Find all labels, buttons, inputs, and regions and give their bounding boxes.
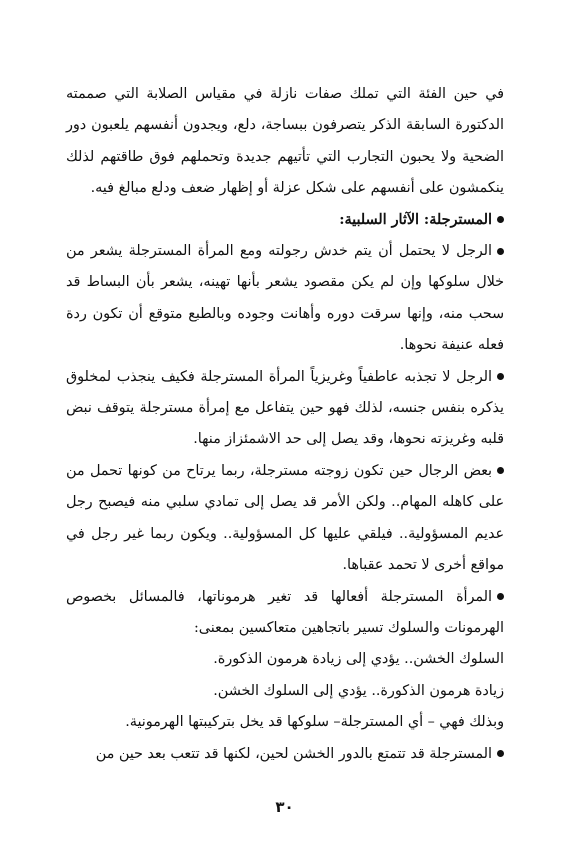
bullet-icon (497, 750, 504, 757)
paragraph-line-hormone: زيادة هرمون الذكورة.. يؤدي إلى السلوك الخشن. (213, 682, 504, 699)
paragraph-bullet-4-text: المرأة المسترجلة أفعالها قد تغير هرموناتها، فالمسائل بخصوص الهرمونات والسلوك تسير باتجاهين متعاكسين بمعنى: (66, 588, 504, 636)
paragraph-bullet-1-text: الرجل لا يحتمل أن يتم خدش رجولته ومع المرأة المسترجلة يشعر من خلال سلوكها وإن لم يكن مقصود يشعر بأنها تهينه، يشعر بأن البساط قد سحب منه، وإنها سرقت دوره وأهانت وجوده وبالطبع متوقع أن تكون ردة فعله عنيفة نحوها. (66, 243, 504, 354)
paragraph-bullet-2-text: الرجل لا تجذبه عاطفياً وغريزياً المرأة المسترجلة فكيف ينجذب لمخلوق يذكره بنفس جنسه، لذلك فهو حين يتفاعل مع إمرأة مسترجلة يتوقف نبض قلبه وغريزته نحوها، وقد يصل إلى حد الاشمئزاز منها. (66, 368, 504, 448)
paragraph-bullet-5 (66, 739, 504, 770)
paragraph-bullet-4 (66, 582, 504, 645)
paragraph-bullet-3-text: بعض الرجال حين تكون زوجته مسترجلة، ربما يرتاح من كونها تحمل من على كاهله المهام.. ولكن الأمر قد يصل إلى تمادي سلبي منه فيصبح رجل عديم المسؤولية.. فيلقي عليها كل المسؤولية.. ويكون ربما غير رجل في مواقع أخرى لا تحمد عقباها. (66, 462, 504, 574)
section-heading-text: المسترجلة: الآثار السلبية: (339, 211, 492, 228)
page-number: ٣٠ (275, 798, 294, 816)
bullet-icon (497, 216, 504, 223)
paragraph-bullet-3 (66, 456, 504, 582)
paragraph-bullet-2 (66, 362, 504, 456)
bullet-icon (497, 373, 504, 380)
paragraph-bullet-5-text: المسترجلة قد تتمتع بالدور الخشن لحين، لكنها قد تتعب بعد حين من (95, 745, 492, 762)
bullet-icon (497, 467, 504, 474)
paragraph-line-behavior: السلوك الخشن.. يؤدي إلى زيادة هرمون الذكورة. (213, 651, 504, 668)
section-heading (66, 205, 504, 236)
paragraph-conclusion: وبذلك فهي – أي المسترجلة– سلوكها قد يخل بتركيبتها الهرمونية. (125, 714, 504, 731)
paragraph-intro: في حين الفئة التي تملك صفات نازلة في مقياس الصلابة التي صممته الدكتورة السابقة الذكر يتصرفون ببساجة، دلع، ويجدون أنفسهم يلعبون دور الضحية ولا يحبون التجارب التي تأتيهم جديدة وتحملهم فوق طاقتهم لذلك ينكمشون على أنفسهم على شكل عزلة أو إظهار ضعف ودلع مبالغ فيه. (66, 86, 504, 197)
bullet-icon (497, 248, 504, 255)
paragraph-bullet-1 (66, 236, 504, 362)
body-text (66, 79, 504, 770)
bullet-icon (497, 593, 504, 600)
